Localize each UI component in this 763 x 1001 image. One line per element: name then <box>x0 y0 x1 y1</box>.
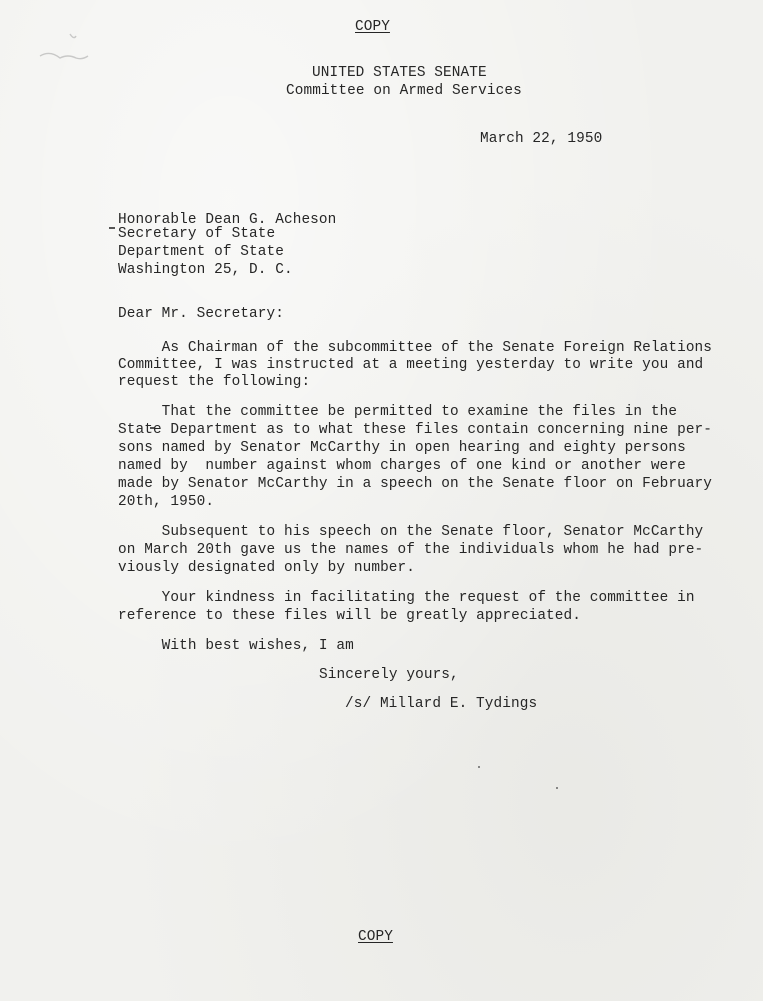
paragraph-line: request the following: <box>118 374 311 390</box>
paragraph-line: As Chairman of the subcommittee of the Senate Foreign Relations <box>118 340 713 356</box>
paragraph-line: Your kindness in facilitating the request of the committee in <box>118 590 695 606</box>
paper-speck <box>556 787 558 789</box>
paragraph-line: named by number against whom charges of one kind or another were <box>118 458 686 474</box>
paragraph-line: 20th, 1950. <box>118 494 215 510</box>
paragraph-line: sons named by Senator McCarthy in open hearing and eighty persons <box>118 440 686 456</box>
paragraph-line: State Department as to what these files contain concerning nine per- <box>118 422 713 438</box>
paragraph-line: Committee, I was instructed at a meeting yesterday to write you and <box>118 357 704 373</box>
closing: Sincerely yours, <box>319 667 459 683</box>
salutation: Dear Mr. Secretary: <box>118 306 284 322</box>
paragraph-line: That the committee be permitted to examine the files in the <box>118 404 678 420</box>
paragraph-line: viously designated only by number. <box>118 560 416 576</box>
paragraph-line: With best wishes, I am <box>118 638 354 654</box>
recipient-department: Department of State <box>118 244 284 260</box>
paper-speck <box>478 766 480 768</box>
recipient-address: Washington 25, D. C. <box>118 262 293 278</box>
pencil-mark <box>30 28 100 68</box>
copy-heading-bottom: COPY <box>358 929 393 945</box>
typed-mark <box>109 227 115 229</box>
paragraph-line: made by Senator McCarthy in a speech on the Senate floor on February <box>118 476 713 492</box>
recipient-title: Secretary of State <box>118 226 276 242</box>
letterhead-senate: UNITED STATES SENATE <box>312 65 487 81</box>
letterhead-committee: Committee on Armed Services <box>286 83 522 99</box>
signature: /s/ Millard E. Tydings <box>345 696 538 712</box>
copy-heading-top: COPY <box>355 19 390 35</box>
paragraph-line: reference to these files will be greatly appreciated. <box>118 608 581 624</box>
letter-date: March 22, 1950 <box>480 131 603 147</box>
recipient-name: Honorable Dean G. Acheson <box>118 212 337 228</box>
paragraph-line: on March 20th gave us the names of the individuals whom he had pre- <box>118 542 704 558</box>
paragraph-line: Subsequent to his speech on the Senate floor, Senator McCarthy <box>118 524 704 540</box>
